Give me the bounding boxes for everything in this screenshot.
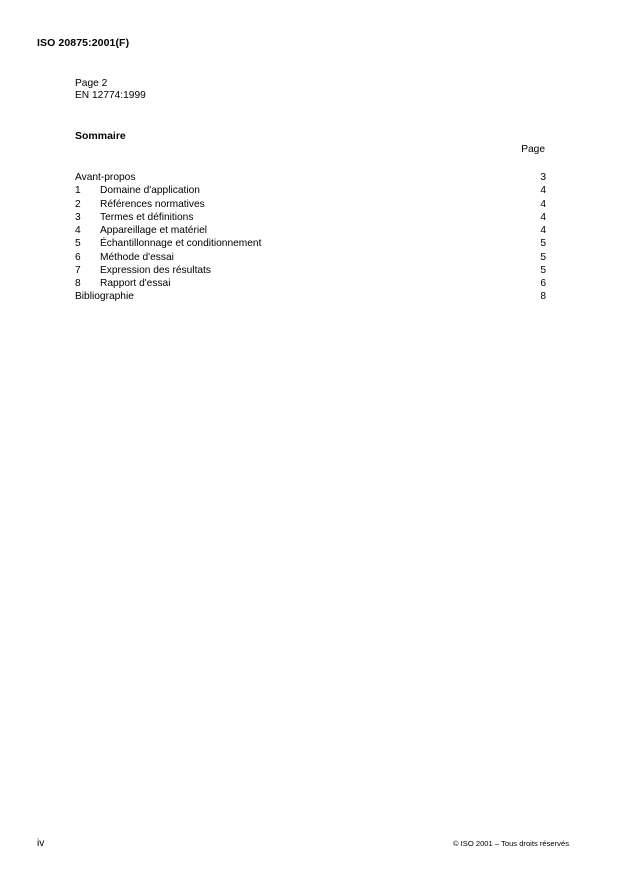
- toc-entry-title: Termes et définitions: [100, 211, 194, 223]
- toc-entry[interactable]: [75, 277, 546, 290]
- toc-entry-page: 5: [540, 251, 546, 263]
- toc-entry-title: Bibliographie: [75, 291, 134, 303]
- toc-entry-page: 4: [540, 225, 546, 236]
- toc-entry[interactable]: [75, 290, 546, 303]
- toc-entry[interactable]: [75, 198, 546, 211]
- preface-line-page: Page 2: [75, 78, 108, 89]
- preface-block: [75, 78, 146, 102]
- document-identifier: ISO 20875:2001(F): [37, 37, 130, 49]
- toc-entry[interactable]: [75, 237, 546, 250]
- toc-entry-number: 1: [75, 185, 81, 197]
- toc-entry-page: 4: [540, 198, 546, 210]
- toc-entry-title: Expression des résultats: [100, 264, 211, 276]
- toc-entry-number: 7: [75, 264, 81, 276]
- toc-entry-number: 4: [75, 225, 81, 236]
- toc-entry[interactable]: [75, 224, 546, 237]
- toc-entry-page: 4: [540, 185, 546, 197]
- toc-entry-title: Méthode d'essai: [100, 251, 174, 263]
- toc-entry-number: 6: [75, 251, 81, 263]
- toc-entry-title: Échantillonnage et conditionnement: [100, 238, 262, 250]
- toc-entry[interactable]: [75, 184, 546, 197]
- toc-entry-page: 8: [540, 291, 546, 303]
- toc-entry-title: Rapport d'essai: [100, 278, 171, 289]
- toc-entry[interactable]: [75, 211, 546, 224]
- toc-entry-number: 8: [75, 278, 81, 289]
- toc-entry-title: Appareillage et matériel: [100, 225, 208, 236]
- toc-entry-title: Domaine d'application: [100, 185, 200, 197]
- toc-entry-page: 5: [540, 238, 546, 250]
- toc-entry-number: 3: [75, 211, 81, 223]
- toc-entry-number: 5: [75, 238, 81, 250]
- toc-entry-title: Avant-propos: [75, 172, 136, 183]
- footer-page-number: iv: [37, 838, 45, 849]
- toc-entry-page: 6: [540, 278, 546, 289]
- toc-entry-title: Références normatives: [100, 198, 205, 210]
- toc-entry[interactable]: [75, 171, 546, 184]
- toc-page-column-label: Page: [521, 144, 545, 155]
- toc-entry[interactable]: [75, 251, 546, 264]
- toc-heading: Sommaire: [75, 130, 126, 142]
- toc-entry-page: 4: [540, 211, 546, 223]
- toc-entry-page: 3: [540, 172, 546, 183]
- toc-entry-page: 5: [540, 264, 546, 276]
- footer-copyright: © ISO 2001 – Tous droits réservés: [452, 839, 569, 848]
- toc-entry[interactable]: [75, 264, 546, 277]
- table-of-contents: [75, 171, 546, 304]
- toc-entry-number: 2: [75, 198, 81, 210]
- preface-line-standard: EN 12774:1999: [75, 90, 146, 101]
